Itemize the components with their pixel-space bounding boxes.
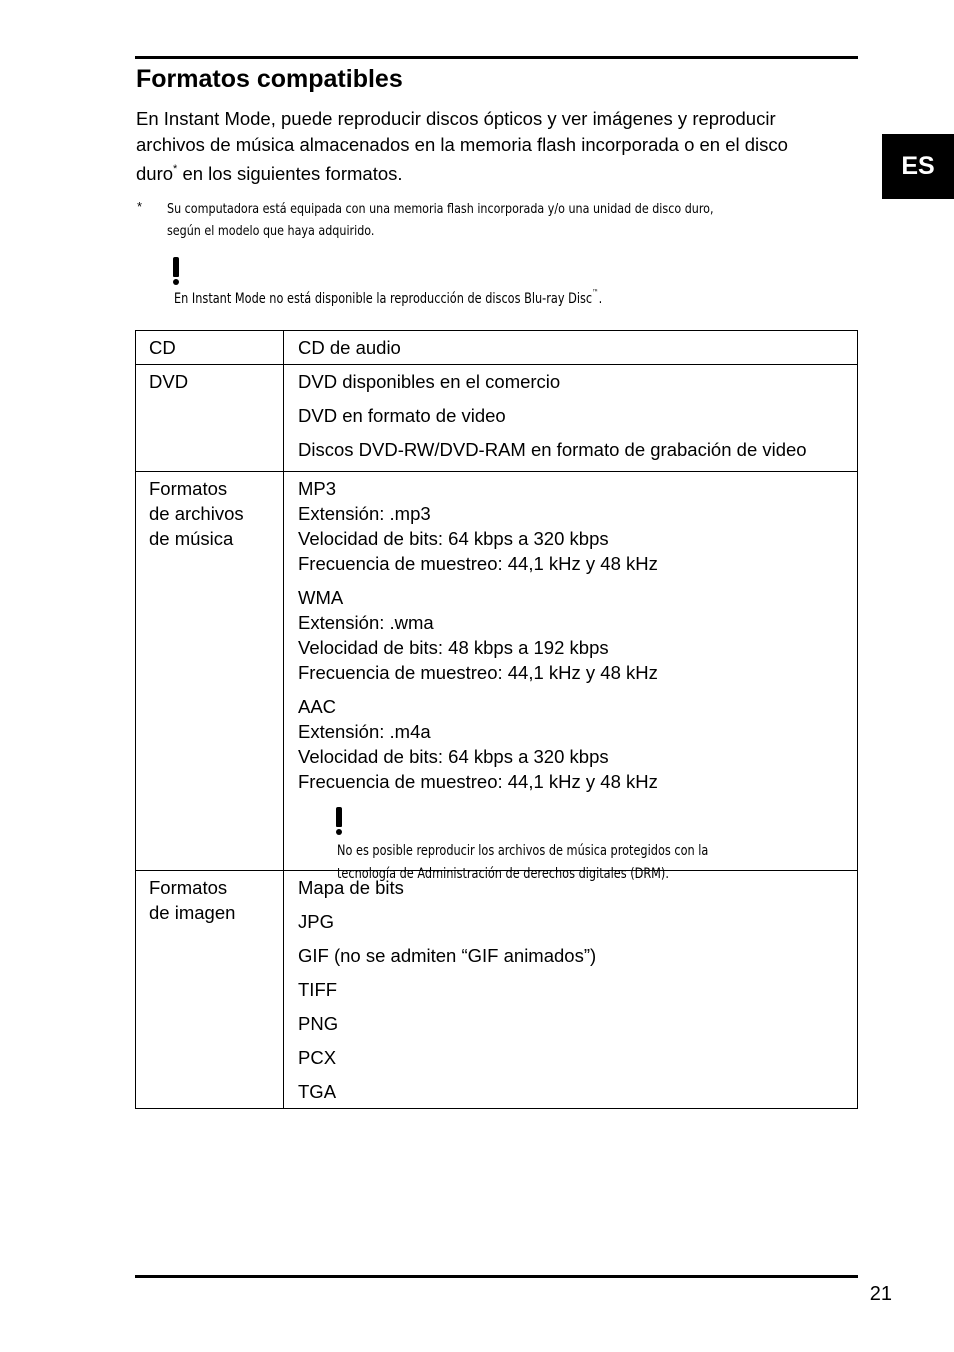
intro-line-3 bbox=[136, 161, 866, 187]
formats-table bbox=[135, 330, 858, 1109]
format-item: TGA bbox=[298, 1081, 337, 1102]
format-item: CD de audio bbox=[298, 337, 401, 358]
drm-note-text: No es posible reproducir los archivos de música protegidos con la tecnología de Administración de derechos digitales (DRM). bbox=[337, 843, 709, 882]
format-item: Mapa de bits bbox=[298, 877, 404, 898]
intro-paragraph bbox=[136, 106, 866, 187]
footnote-mark: * bbox=[137, 199, 143, 214]
intro-line-3-start: duro bbox=[136, 163, 174, 184]
format-item: GIF (no se admiten “GIF animados”) bbox=[298, 945, 597, 966]
note-blu-ray-text: En Instant Mode no está disponible la reproducción de discos Blu-ray Disc bbox=[174, 291, 593, 307]
format-block-aac: AAC Extensión: .m4a Velocidad de bits: 64 kbps a 320 kbps Frecuencia de muestreo: 44,1 kHz y 48 kHz bbox=[298, 696, 658, 792]
format-item: JPG bbox=[298, 911, 334, 932]
footnote-line-1: Su computadora está equipada con una memoria flash incorporada y/o una unidad de disco duro, bbox=[167, 201, 714, 217]
category-cell: DVD bbox=[136, 365, 284, 472]
table-row bbox=[136, 871, 858, 1109]
format-item: PCX bbox=[298, 1047, 337, 1068]
format-block-wma: WMA Extensión: .wma Velocidad de bits: 48 kbps a 192 kbps Frecuencia de muestreo: 44,1 kHz y 48 kHz bbox=[298, 587, 658, 683]
trademark-symbol: ™ bbox=[592, 288, 599, 297]
footnote-line-2: según el modelo que haya adquirido. bbox=[167, 223, 375, 239]
format-item: DVD disponibles en el comercio bbox=[298, 371, 561, 392]
table-row bbox=[136, 331, 858, 365]
format-item: Discos DVD-RW/DVD-RAM en formato de grabación de video bbox=[298, 439, 807, 460]
exclamation-icon bbox=[336, 807, 342, 835]
formats-cell bbox=[284, 331, 858, 365]
intro-line-3-end: en los siguientes formatos. bbox=[177, 163, 403, 184]
format-item: PNG bbox=[298, 1013, 339, 1034]
table-row bbox=[136, 365, 858, 472]
top-rule bbox=[135, 56, 858, 59]
formats-cell bbox=[284, 472, 858, 882]
format-item: TIFF bbox=[298, 979, 338, 1000]
drm-note bbox=[298, 794, 849, 882]
footnote-reference: * bbox=[173, 163, 178, 175]
table-row bbox=[136, 472, 858, 871]
exclamation-icon bbox=[173, 257, 179, 285]
page-number: 21 bbox=[869, 1283, 892, 1305]
format-item: DVD en formato de video bbox=[298, 405, 506, 426]
bottom-rule bbox=[135, 1275, 858, 1278]
note-blu-ray: En Instant Mode no está disponible la reproducción de discos Blu-ray Disc™. bbox=[174, 288, 603, 307]
page-title: Formatos compatibles bbox=[136, 65, 403, 93]
formats-cell bbox=[284, 365, 858, 472]
category-cell: Formatos de archivos de música bbox=[136, 472, 284, 871]
intro-line-2: archivos de música almacenados en la memoria flash incorporada o en el disco bbox=[136, 133, 788, 155]
intro-line-1: En Instant Mode, puede reproducir discos ópticos y ver imágenes y reproducir bbox=[136, 108, 776, 129]
formats-cell bbox=[284, 871, 858, 1109]
category-cell: Formatos de imagen bbox=[136, 871, 284, 1109]
language-tab: ES bbox=[882, 134, 954, 199]
format-block-mp3: MP3 Extensión: .mp3 Velocidad de bits: 64 kbps a 320 kbps Frecuencia de muestreo: 44,1 kHz y 48 kHz bbox=[298, 478, 658, 574]
footnote-text bbox=[167, 198, 741, 242]
category-cell: CD bbox=[136, 331, 284, 365]
